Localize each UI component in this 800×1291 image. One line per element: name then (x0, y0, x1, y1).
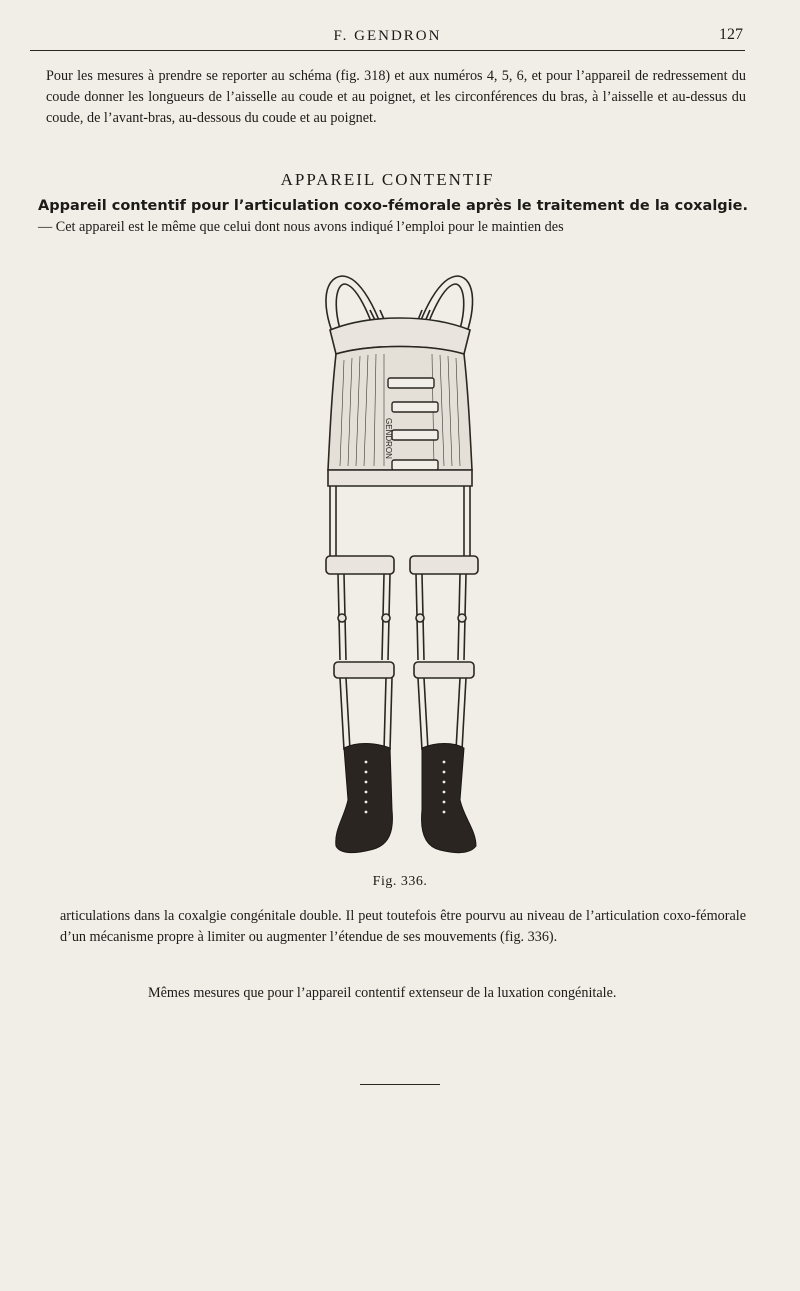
intro-paragraph: Pour les mesures à prendre se reporter au schéma (fig. 318) et aux numéros 4, 5, 6, et pour l’appareil de redressement du coude donner les longueurs de l’aisselle au coude et au poignet, et les circonférences du bras, à l’aisselle et au-dessus du coude, de l’avant-bras, au-dessous du coude et au poignet. (46, 68, 746, 126)
running-head (30, 26, 745, 51)
left-thigh-band (326, 556, 394, 574)
figure-caption: Fig. 336. (372, 874, 428, 889)
left-knee-band (334, 662, 394, 678)
running-title: F. GENDRON (333, 28, 442, 44)
section-lead-text: — Cet appareil est le même que celui dont nous avons indiqué l’emploi pour le maintien des (38, 219, 564, 235)
waist-belt (328, 470, 472, 486)
right-thigh-band (410, 556, 478, 574)
page-number: 127 (719, 26, 743, 43)
closing-rule (360, 1084, 440, 1085)
section-paragraph (38, 196, 748, 238)
section-lead: Appareil contentif pour l’articulation coxo-fémorale après le traitement de la coxalgie. (38, 198, 748, 214)
right-boot (422, 744, 476, 853)
brace-illustration (300, 270, 500, 870)
section-heading: APPAREIL CONTENTIF (280, 170, 495, 189)
continuation-paragraph: articulations dans la coxalgie congénitale double. Il peut toutefois être pourvu au niveau de l’articulation coxo-fémorale d’un mécanisme propre à limiter ou augmenter l’étendue de ses mouvements (fig. 336). (60, 908, 746, 945)
left-boot (336, 744, 393, 853)
maker-stamp: GENDRON (384, 418, 393, 459)
right-knee-band (414, 662, 474, 678)
measures-paragraph: Mêmes mesures que pour l’appareil contentif extenseur de la luxation congénitale. (148, 985, 617, 1001)
